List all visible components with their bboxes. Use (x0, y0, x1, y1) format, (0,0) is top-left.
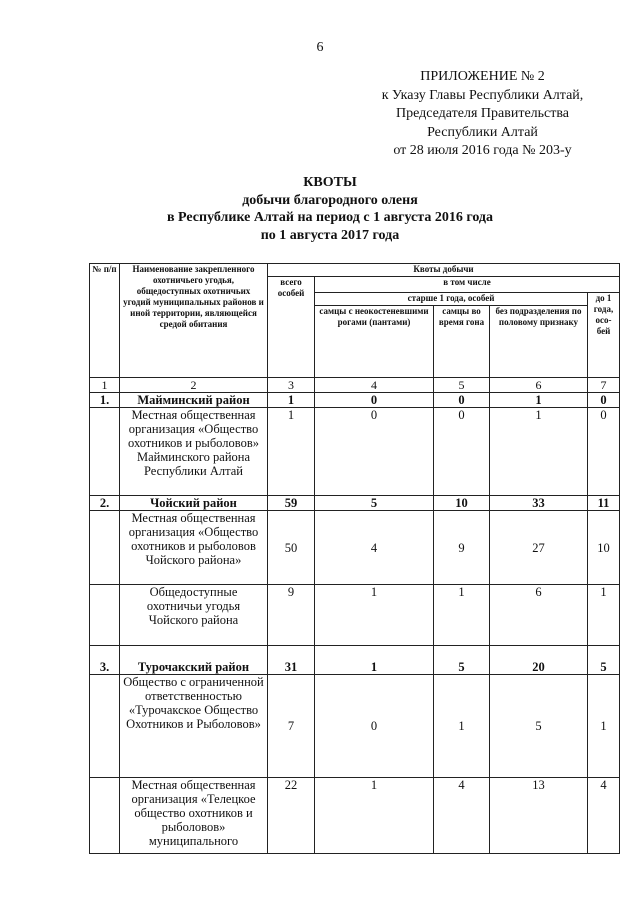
header-no-sex: без подразделения по половому признаку (490, 306, 588, 378)
row-total: 59 (268, 496, 315, 511)
page-number: 6 (316, 40, 324, 55)
row-nosex: 13 (490, 778, 588, 854)
row-num (90, 778, 120, 854)
table-row (90, 408, 620, 496)
row-num: 2. (90, 496, 120, 511)
appendix-title: ПРИЛОЖЕНИЕ № 2 (420, 69, 545, 84)
row-nosex: 33 (490, 496, 588, 511)
row-under1: 5 (588, 646, 620, 675)
row-antlers: 4 (315, 511, 434, 585)
row-name: Турочакский район (120, 646, 268, 675)
table-row (90, 778, 620, 854)
row-name: Чойский район (120, 496, 268, 511)
row-under1: 0 (588, 408, 620, 496)
row-total: 22 (268, 778, 315, 854)
row-nosex: 1 (490, 408, 588, 496)
heading-title: КВОТЫ (303, 175, 357, 190)
row-antlers: 0 (315, 675, 434, 778)
row-under1: 1 (588, 675, 620, 778)
header-name: Наименование закрепленного охотничьего угодья, общедоступных охотничьих угодий муниципальных районов и иной территории, являющейся средой обитания (120, 264, 268, 378)
header-older: старше 1 года, особей (315, 293, 588, 306)
row-total: 1 (268, 408, 315, 496)
appendix-line: Председателя Правительства (395, 106, 569, 121)
quota-table (89, 263, 620, 854)
row-name: Местная общественная организация «Общество охотников и рыболовов Чойского района» (120, 511, 268, 585)
row-total: 9 (268, 585, 315, 646)
appendix-line: к Указу Главы Республики Алтай, (381, 87, 584, 103)
table-row (90, 496, 620, 511)
row-antlers: 5 (315, 496, 434, 511)
table-row (90, 585, 620, 646)
row-total: 7 (268, 675, 315, 778)
column-number: 1 (90, 378, 120, 393)
header-including: в том числе (315, 277, 620, 293)
column-number: 4 (315, 378, 434, 393)
row-antlers: 1 (315, 585, 434, 646)
row-num (90, 408, 120, 496)
row-total: 31 (268, 646, 315, 675)
table-row (90, 675, 620, 778)
header-under1: до 1 года, осо- бей (588, 293, 620, 378)
header-num: № п/п (90, 264, 120, 378)
row-num (90, 585, 120, 646)
row-total: 1 (268, 393, 315, 408)
row-antlers: 0 (315, 408, 434, 496)
appendix-date: от 28 июля 2016 года № 203-у (393, 143, 572, 158)
row-nosex: 1 (490, 393, 588, 408)
column-number: 3 (268, 378, 315, 393)
row-under1: 0 (588, 393, 620, 408)
row-num (90, 675, 120, 778)
row-rut: 0 (434, 393, 490, 408)
row-nosex: 20 (490, 646, 588, 675)
row-rut: 4 (434, 778, 490, 854)
row-rut: 1 (434, 585, 490, 646)
column-number: 2 (120, 378, 268, 393)
header-males-rut: самцы во время гона (434, 306, 490, 378)
table-row (90, 511, 620, 585)
header-total: всего особей (268, 277, 315, 378)
column-number: 6 (490, 378, 588, 393)
row-rut: 9 (434, 511, 490, 585)
appendix-block (360, 68, 605, 161)
column-number: 5 (434, 378, 490, 393)
heading-line: в Республике Алтай на период с 1 августа 2016 года (166, 210, 494, 225)
row-under1: 4 (588, 778, 620, 854)
row-nosex: 5 (490, 675, 588, 778)
row-under1: 10 (588, 511, 620, 585)
row-antlers: 0 (315, 393, 434, 408)
row-num (90, 511, 120, 585)
row-total: 50 (268, 511, 315, 585)
row-rut: 5 (434, 646, 490, 675)
heading-line: добычи благородного оленя (242, 192, 418, 208)
row-num: 3. (90, 646, 120, 675)
row-rut: 10 (434, 496, 490, 511)
appendix-line: Республики Алтай (427, 124, 538, 140)
row-rut: 1 (434, 675, 490, 778)
row-antlers: 1 (315, 778, 434, 854)
row-name: Майминский район (120, 393, 268, 408)
table-row (90, 646, 620, 675)
column-number: 7 (588, 378, 620, 393)
row-under1: 1 (588, 585, 620, 646)
table-row (90, 393, 620, 408)
document-heading (70, 174, 590, 244)
row-name: Общедоступные охотничьи угодья Чойского района (120, 585, 268, 646)
row-nosex: 6 (490, 585, 588, 646)
heading-line: по 1 августа 2017 года (260, 227, 400, 243)
row-antlers: 1 (315, 646, 434, 675)
row-nosex: 27 (490, 511, 588, 585)
row-under1: 11 (588, 496, 620, 511)
header-quotas: Квоты добычи (268, 264, 620, 277)
row-name: Общество с ограниченной ответственностью «Турочакское Общество Охотников и Рыболовов» (120, 675, 268, 778)
header-males-antlers: самцы с неокостеневшими рогами (пантами) (315, 306, 434, 378)
row-name: Местная общественная организация «Общество охотников и рыболовов» Майминского района Республики Алтай (120, 408, 268, 496)
row-rut: 0 (434, 408, 490, 496)
row-name: Местная общественная организация «Телецкое общество охотников и рыболовов» муниципального (120, 778, 268, 854)
row-num: 1. (90, 393, 120, 408)
